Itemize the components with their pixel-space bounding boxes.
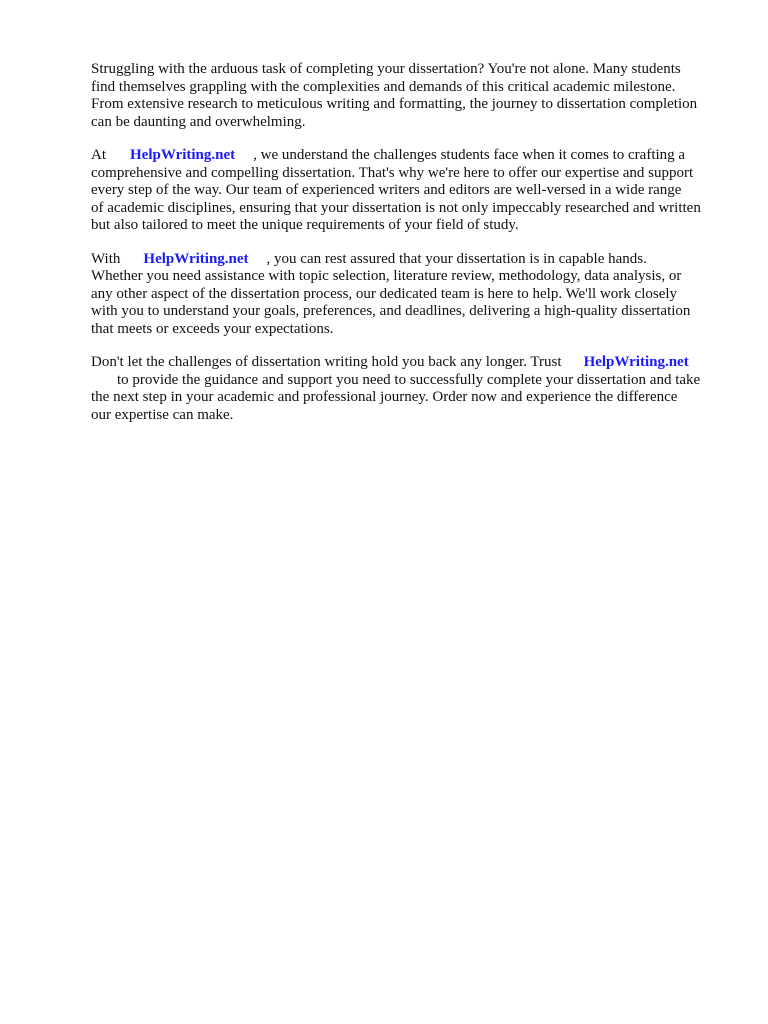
text-line [91,354,731,372]
document-body [91,61,731,440]
text-line: any other aspect of the dissertation process, our dedicated team is here to help. We'll work closely [91,285,678,302]
tail-text: , we understand the challenges students face when it comes to crafting a [253,147,686,163]
text-line: From extensive research to meticulous writing and formatting, the journey to dissertation completion [91,96,698,112]
text-line: our expertise can make. [91,406,234,423]
paragraph-services [91,251,731,339]
text-line [91,251,731,269]
second-line-text: to provide the guidance and support you need to successfully complete your dissertation and take [117,371,701,388]
text-line: but also tailored to meet the unique requirements of your field of study. [91,217,519,233]
helpwriting-link[interactable]: HelpWriting.net [143,250,249,267]
lead-text: At [91,147,106,163]
helpwriting-link[interactable]: HelpWriting.net [583,354,689,370]
text-line: that meets or exceeds your expectations. [91,320,334,337]
lead-text: With [91,250,121,267]
text-line: the next step in your academic and professional journey. Order now and experience the difference [91,389,678,405]
text-line: every step of the way. Our team of experienced writers and editors are well-versed in a wide range [91,182,682,198]
text-line: comprehensive and compelling dissertation. That's why we're here to offer our expertise and support [91,164,694,181]
text-line: with you to understand your goals, preferences, and deadlines, delivering a high-quality dissertation [91,303,691,319]
helpwriting-link[interactable]: HelpWriting.net [130,147,236,163]
tail-text: , you can rest assured that your dissertation is in capable hands. [266,250,647,267]
paragraph-intro [91,61,731,131]
text-line: find themselves grappling with the complexities and demands of this critical academic milestone. [91,78,676,95]
text-line [91,372,731,390]
text-line: of academic disciplines, ensuring that your dissertation is not only impeccably researched and written [91,199,701,216]
text-line: can be daunting and overwhelming. [91,113,306,130]
lead-text: Don't let the challenges of dissertation writing hold you back any longer. Trust [91,354,562,370]
paragraph-closing [91,354,731,424]
text-line: Struggling with the arduous task of completing your dissertation? You're not alone. Many students [91,61,681,77]
paragraph-about [91,147,731,235]
text-line [91,147,731,165]
text-line: Whether you need assistance with topic selection, literature review, methodology, data analysis, or [91,268,682,284]
